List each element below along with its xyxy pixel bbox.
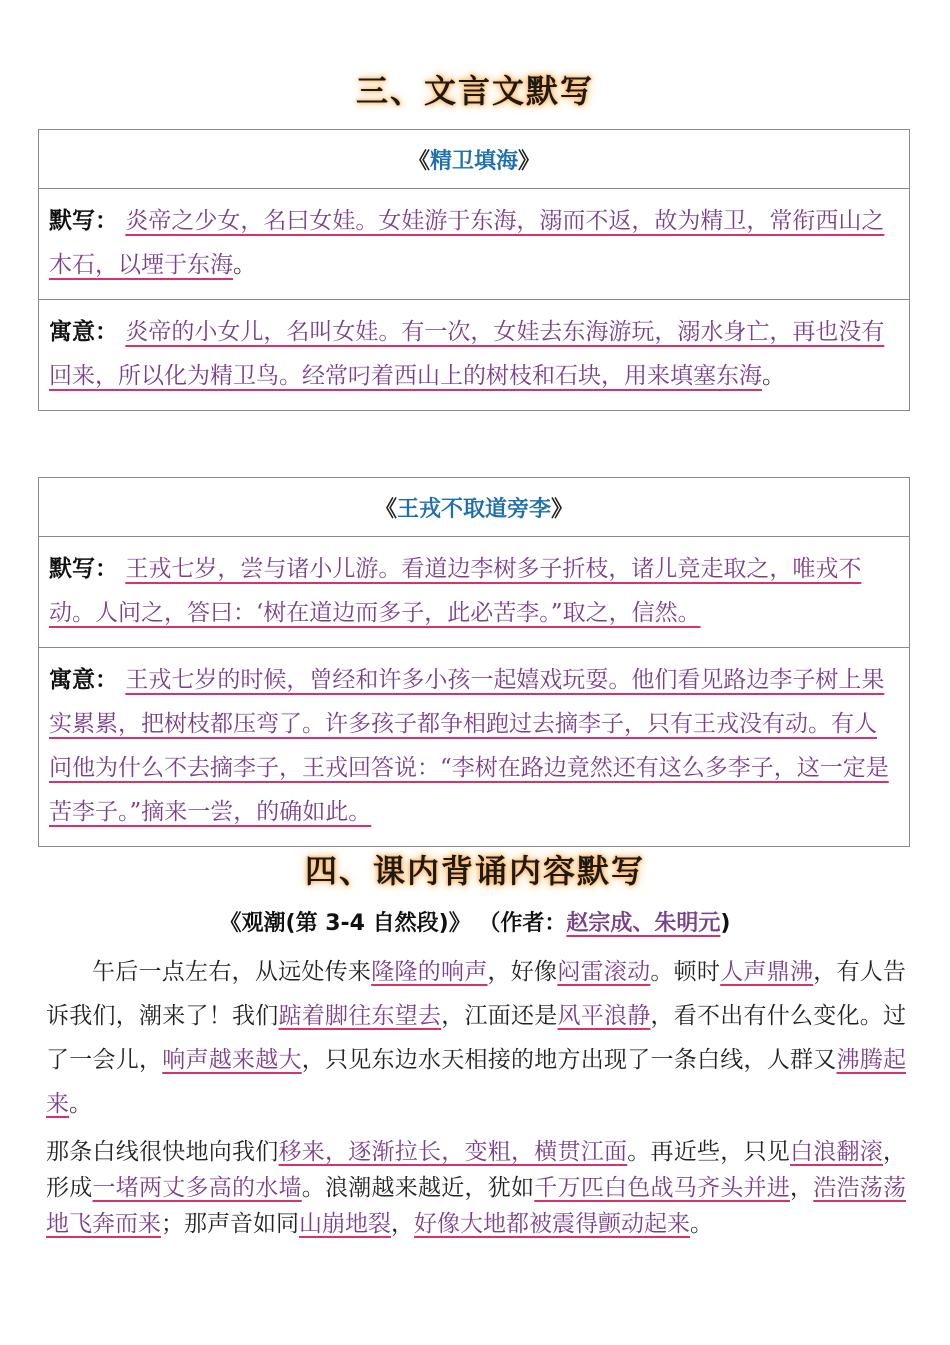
recite-row: 默写： 炎帝之少女，名曰女娃。女娃游于东海，溺而不返，故为精卫，常衔西山之木石，以堙于东海。 [49,208,885,278]
answer-blank: 好像大地都被震得颤动起来 [414,1211,690,1237]
recite-label: 默写 [49,556,95,582]
recite-text: 王戎七岁，尝与诸小儿游。看道边李树多子折枝，诸儿竞走取之，唯戎不动。人问之，答曰：‘树在道边而多子，此必苦李。”取之，信然。 [49,556,862,626]
text-segment: ，好像 [487,959,558,985]
text-segment: ，看不出有什么变化。过了一会儿， [46,1003,906,1073]
card-title [39,130,909,189]
text-title: 王戎不取道旁李 [396,496,551,522]
text-segment: 。 [690,1211,713,1237]
recite-row: 默写： 王戎七岁，尝与诸小儿游。看道边李树多子折枝，诸儿竞走取之，唯戎不动。人问之，答曰：‘树在道边而多子，此必苦李。”取之，信然。 [49,556,862,626]
answer-blank: 人声鼎沸 [720,959,814,985]
answer-blank: 隆隆的响声 [371,959,488,985]
section-title-wenyanwen: 三、文言文默写 [355,72,594,110]
answer-blank: 一堵两丈多高的水墙 [92,1175,302,1201]
text-segment: ， [391,1211,414,1237]
subtitle-prefix: 《观潮(第 3-4 自然段)》 （作者： [219,911,567,936]
answer-blank: 沸腾起来 [46,1047,906,1117]
answer-blank: 山崩地裂 [299,1211,391,1237]
meaning-label: 寓意 [49,319,95,345]
text-segment: ；那声音如同 [161,1211,299,1237]
answer-blank: 风平浪静 [557,1003,651,1029]
meaning-row: 寓意： 炎帝的小女儿，名叫女娃。有一次，女娃去东海游玩，溺水身亡，再也没有回来，所以化为精卫鸟。经常叼着西山上的树枝和石块，用来填塞东海。 [39,299,909,410]
meaning-label: 寓意 [49,667,95,693]
answer-blank: 千万匹白色战马齐头并进 [534,1175,790,1201]
meaning-text: 王戎七岁的时候，曾经和许多小孩一起嬉戏玩耍。他们看见路边李子树上果实累累，把树枝都压弯了。许多孩子都争相跑过去摘李子，只有王戎没有动。有人问他为什么不去摘李子，王戎回答说：“李树在路边竟然还有这么多李子，这一定是苦李子。”摘来一尝，的确如此。 [49,667,889,825]
paragraph-2 [46,1134,906,1242]
text-segment: 。浪潮越来越近，犹如 [301,1175,535,1201]
meaning-row: 寓意： 王戎七岁的时候，曾经和许多小孩一起嬉戏玩耍。他们看见路边李子树上果实累累，把树枝都压弯了。许多孩子都争相跑过去摘李子，只有王戎没有动。有人问他为什么不去摘李子，王戎回答说：“李树在路边竟然还有这么多李子，这一定是苦李子。”摘来一尝，的确如此。 [39,647,909,846]
meaning-end: 。 [762,363,785,389]
card-wangrong [38,477,910,847]
text-segment: ，江面还是 [441,1003,558,1029]
text-subtitle [0,906,950,937]
title-close-bracket: 》 [551,496,574,522]
recite-label: 默写 [49,208,95,234]
recite-text: 炎帝之少女，名曰女娃。女娃游于东海，溺而不返，故为精卫，常衔西山之木石，以堙于东海 [49,208,885,278]
text-segment: 午后一点左右，从远处传来 [92,959,372,985]
text-title: 精卫填海 [429,148,518,174]
text-segment: 。再近些，只见 [627,1139,790,1165]
subtitle-suffix: ) [720,911,731,936]
answer-blank: 响声越来越大 [162,1047,302,1073]
card-jingwei-tianhai [38,129,910,411]
section-title-recitation: 四、课内背诵内容默写 [304,852,645,890]
answer-blank: 踮着脚往东望去 [278,1003,442,1029]
title-open-bracket: 《 [407,148,430,174]
text-segment: ，形成 [46,1139,906,1201]
text-segment: ，只见东边水天相接的地方出现了一条白线，人群又 [301,1047,837,1073]
meaning-text: 炎帝的小女儿，名叫女娃。有一次，女娃去东海游玩，溺水身亡，再也没有回来，所以化为精卫鸟。经常叼着西山上的树枝和石块，用来填塞东海 [49,319,885,389]
title-open-bracket: 《 [374,496,397,522]
text-segment: 。 [69,1091,92,1117]
card-title [39,478,909,537]
text-segment: ，有人告诉我们，潮来了！我们 [46,959,907,1029]
text-segment: ， [790,1175,814,1201]
text-segment: 。顿时 [650,959,721,985]
recite-end: 。 [233,252,256,278]
text-segment: 那条白线很快地向我们 [46,1139,279,1165]
answer-blank: 移来，逐渐拉长，变粗，横贯江面 [278,1139,628,1165]
title-close-bracket: 》 [518,148,541,174]
paragraph-1 [46,950,906,1126]
author-names: 赵宗成、朱明元 [566,911,721,936]
answer-blank: 白浪翻滚 [790,1139,883,1165]
answer-blank: 浩浩荡荡地飞奔而来 [46,1175,906,1237]
answer-blank: 闷雷滚动 [557,959,651,985]
